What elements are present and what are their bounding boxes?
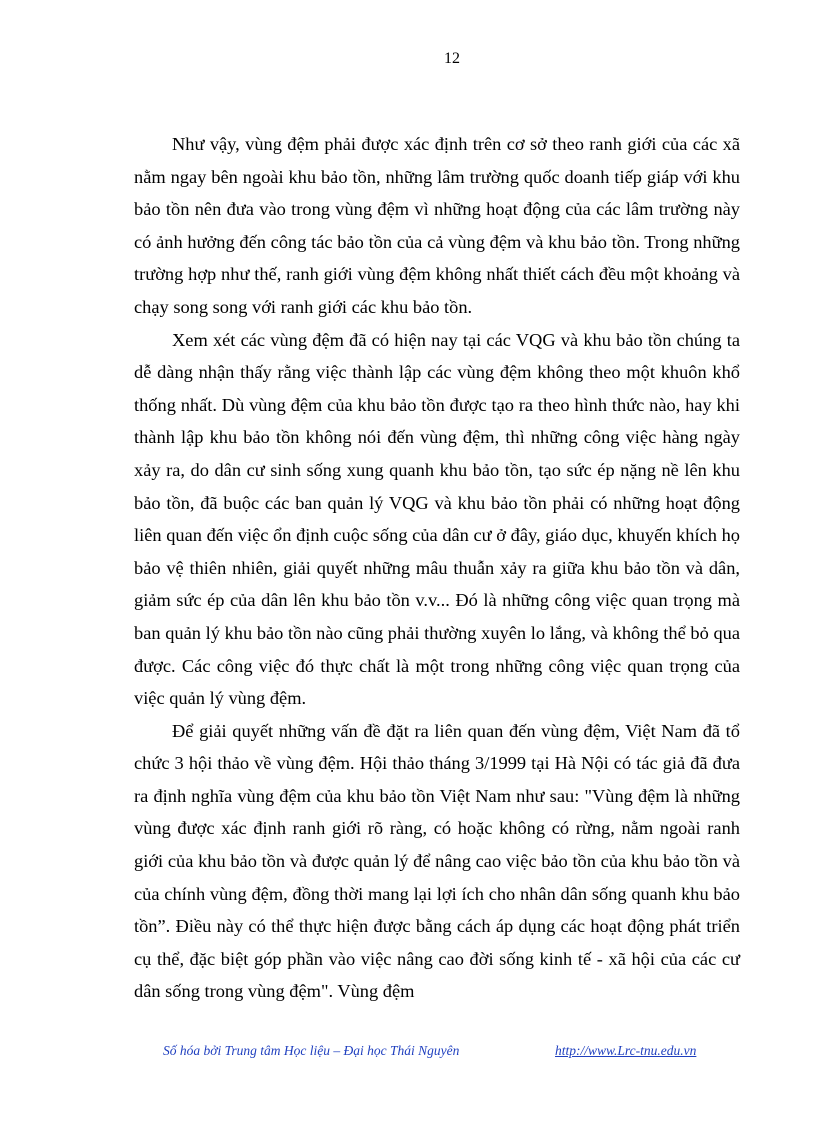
footer-source-text: Số hóa bởi Trung tâm Học liệu – Đại học Thái Nguyên (163, 1043, 460, 1058)
document-body (134, 128, 740, 1008)
footer-website-link[interactable]: http://www.Lrc-tnu.edu.vn (555, 1043, 697, 1058)
paragraph-3: Để giải quyết những vấn đề đặt ra liên quan đến vùng đệm, Việt Nam đã tổ chức 3 hội thảo về vùng đệm. Hội thảo tháng 3/1999 tại Hà Nội có tác giả đã đưa ra định nghĩa vùng đệm của khu bảo tồn Việt Nam như sau: "Vùng đệm là những vùng được xác định ranh giới rõ ràng, có hoặc không có rừng, nằm ngoài ranh giới của khu bảo tồn và được quản lý để nâng cao việc bảo tồn của khu bảo tồn và của chính vùng đệm, đồng thời mang lại lợi ích cho nhân dân sống quanh khu bảo tồn”. Điều này có thể thực hiện được bằng cách áp dụng các hoạt động phát triển cụ thể, đặc biệt góp phần vào việc nâng cao đời sống kinh tế - xã hội của các cư dân sống trong vùng đệm". Vùng đệm (134, 720, 740, 1002)
paragraph-1: Như vậy, vùng đệm phải được xác định trên cơ sở theo ranh giới của các xã nằm ngay bên ngoài khu bảo tồn, những lâm trường quốc doanh tiếp giáp với khu bảo tồn nên đưa vào trong vùng đệm vì những hoạt động của các lâm trường này có ảnh hưởng đến công tác bảo tồn của cả vùng đệm và khu bảo tồn. Trong những trường hợp như thế, ranh giới vùng đệm không nhất thiết cách đều một khoảng và chạy song song với ranh giới các khu bảo tồn. (134, 134, 740, 317)
page-number: 12 (444, 50, 460, 67)
paragraph-2: Xem xét các vùng đệm đã có hiện nay tại các VQG và khu bảo tồn chúng ta dễ dàng nhận thấy rằng việc thành lập các vùng đệm không theo một khuôn khổ thống nhất. Dù vùng đệm của khu bảo tồn được tạo ra theo hình thức nào, hay khi thành lập khu bảo tồn không nói đến vùng đệm, thì những công việc hàng ngày xảy ra, do dân cư sinh sống xung quanh khu bảo tồn, tạo sức ép nặng nề lên khu bảo tồn, đã buộc các ban quản lý VQG và khu bảo tồn phải có những hoạt động liên quan đến việc ổn định cuộc sống của dân cư ở đây, giáo dục, khuyến khích họ bảo vệ thiên nhiên, giải quyết những mâu thuẫn xảy ra giữa khu bảo tồn và dân, giảm sức ép của dân lên khu bảo tồn v.v... Đó là những công việc quan trọng mà ban quản lý khu bảo tồn nào cũng phải thường xuyên lo lắng, và không thể bỏ qua được. Các công việc đó thực chất là một trong những công việc quan trọng của việc quản lý vùng đệm. (134, 329, 740, 709)
